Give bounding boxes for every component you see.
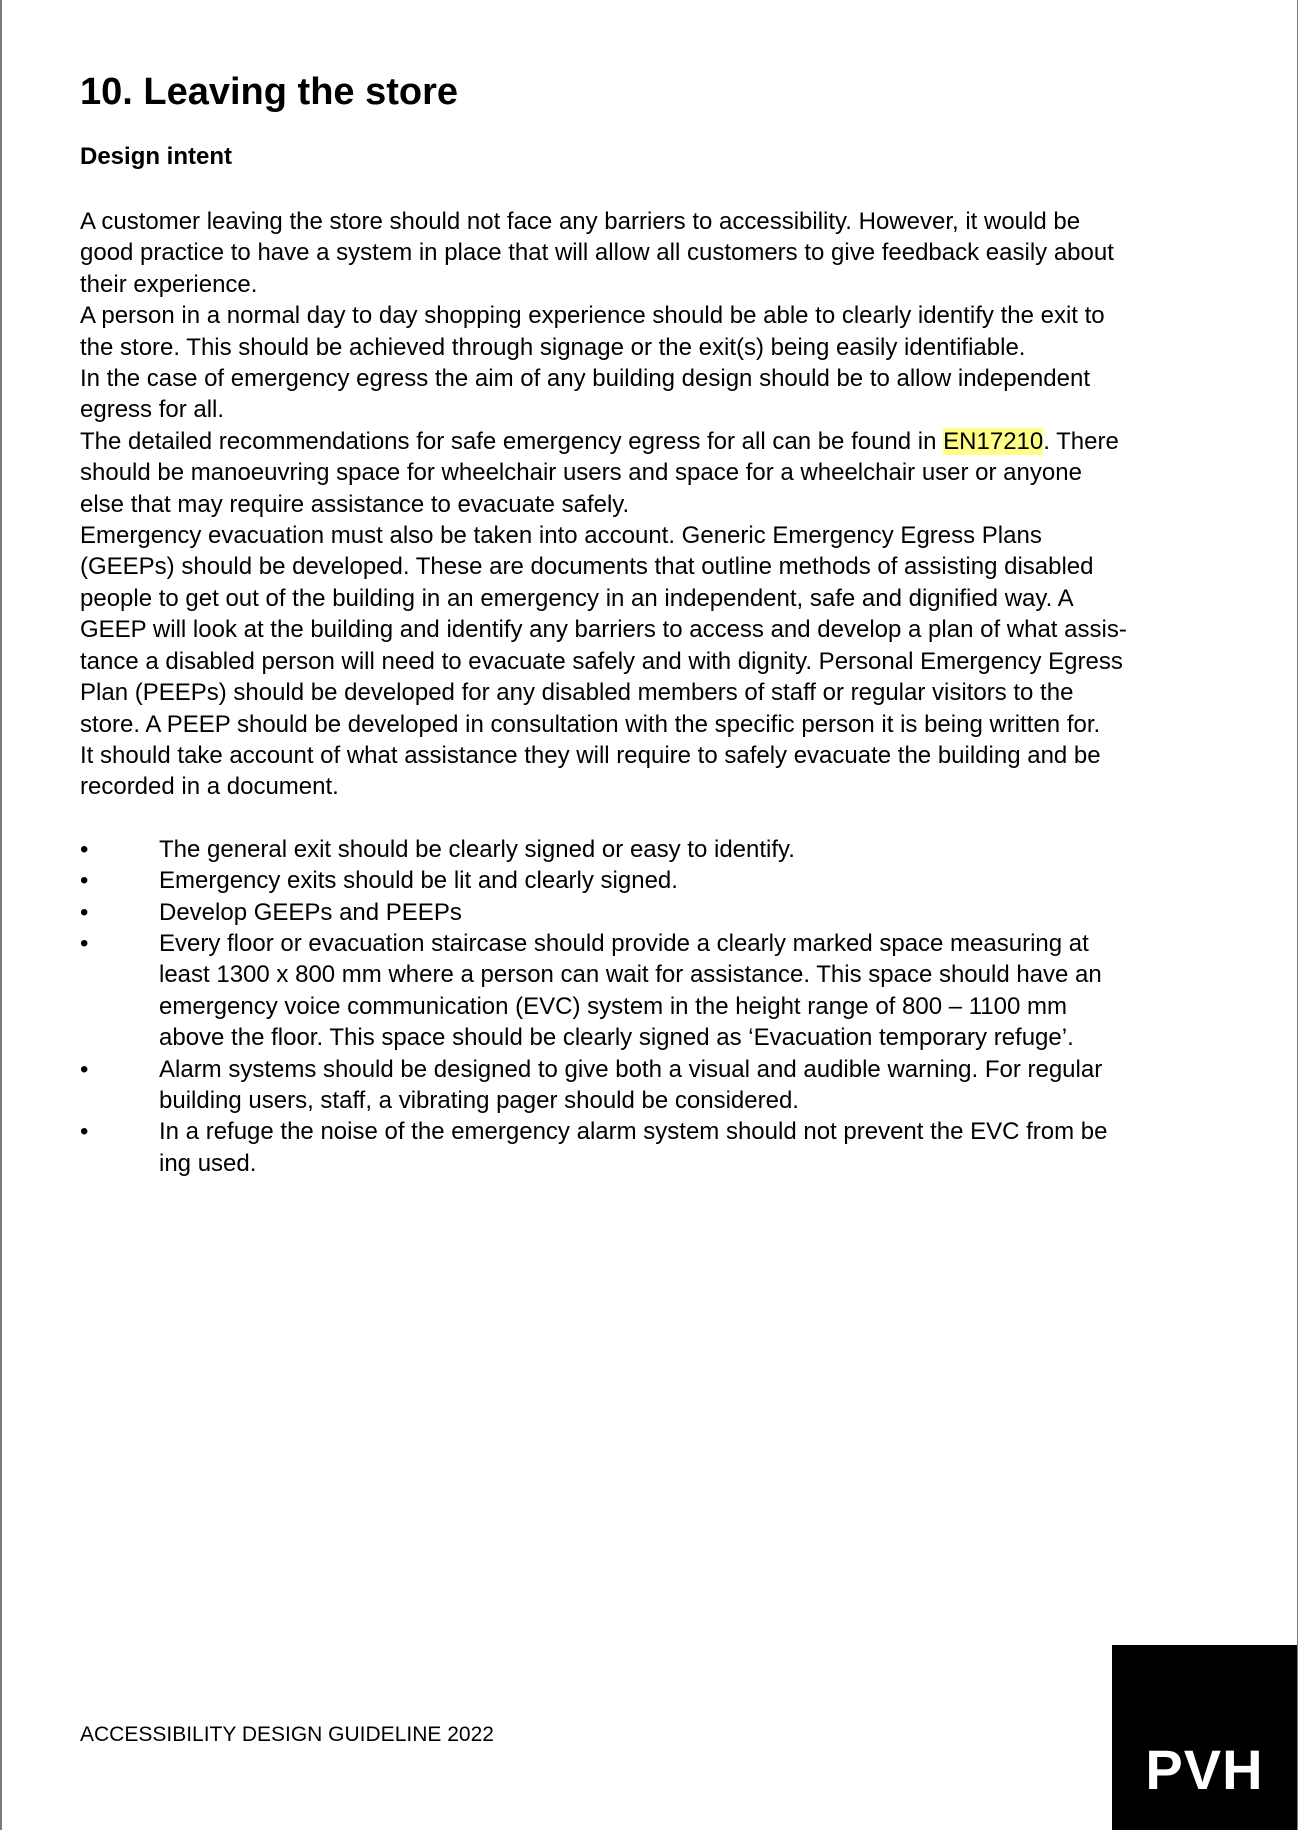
bullet-icon: • — [80, 898, 89, 926]
list-item-text: The general exit should be clearly signed or easy to identify. — [159, 835, 795, 863]
list-item-text: Develop GEEPs and PEEPs — [159, 898, 462, 926]
paragraph-evacuation-plans: Emergency evacuation must also be taken into account. Generic Emergency Egress Plans (GEEPs) should be developed. These are documents that outline methods of assisting disabled people to get out of the building in an emergency in an independent, safe and dignified way. A GEEP will look at the building and identify any barriers to access and develop a plan of what assis- tance a disabled person will need to evacuate safely and with dignity. Personal Emergency Egress Plan (PEEPs) should be developed for any disabled members of staff or regular visitors to the store. A PEEP should be developed in consultation with the specific person it is being written for. It should take account of what assistance they will require to safely evacuate the building and be recorded in a document. — [80, 522, 1127, 801]
footer-document-title: ACCESSIBILITY DESIGN GUIDELINE 2022 — [80, 1723, 494, 1746]
design-intent-heading: Design intent — [80, 143, 233, 170]
list-item — [80, 1054, 1230, 1117]
section-title: 10. Leaving the store — [80, 71, 459, 113]
bullet-icon: • — [80, 835, 89, 863]
paragraph-emergency-egress: In the case of emergency egress the aim of any building design should be to allow independent egress for all. — [80, 365, 1090, 424]
recommendations-list — [80, 834, 1230, 1179]
bullet-icon: • — [80, 1118, 89, 1146]
list-item — [80, 928, 1230, 1054]
bullet-icon: • — [80, 929, 89, 957]
highlighted-standard-reference: EN17210 — [943, 427, 1044, 455]
document-page — [2, 0, 1297, 1830]
list-item-text: Emergency exits should be lit and clearly signed. — [159, 867, 678, 895]
list-item-text: In a refuge the noise of the emergency alarm system should not prevent the EVC from be ing used. — [159, 1118, 1108, 1177]
bullet-icon: • — [80, 1055, 89, 1083]
paragraph-exit-identification: A person in a normal day to day shopping experience should be able to clearly identify the exit to the store. This should be achieved through signage or the exit(s) being easily identifiable. — [80, 302, 1105, 361]
body-text — [80, 206, 1230, 803]
list-item — [80, 1116, 1230, 1179]
standard-text-before: The detailed recommendations for safe emergency egress for all can be found in — [80, 427, 944, 455]
list-item-text: Every floor or evacuation staircase should provide a clearly marked space measuring at least 1300 x 800 mm where a person can wait for assistance. This space should have an emergency voice communication (EVC) system in the height range of 800 – 1100 mm above the floor. This space should be clearly signed as ‘Evacuation temporary refuge’. — [159, 929, 1102, 1052]
page-content — [80, 68, 1230, 1179]
pvh-logo: PVH — [1112, 1645, 1297, 1830]
standard-text-after: . There should be manoeuvring space for wheelchair users and space for a wheelchair user or anyone else that may require assistance to evacuate safely. — [80, 427, 1119, 518]
paragraph-standard — [80, 426, 1230, 520]
list-item — [80, 834, 1230, 865]
bullet-icon: • — [80, 867, 89, 895]
list-item — [80, 897, 1230, 928]
paragraph-feedback: A customer leaving the store should not face any barriers to accessibility. However, it would be good practice to have a system in place that will allow all customers to give feedback easily about their experience. — [80, 208, 1114, 298]
list-item — [80, 865, 1230, 896]
list-item-text: Alarm systems should be designed to give both a visual and audible warning. For regular building users, staff, a vibrating pager should be considered. — [159, 1055, 1103, 1114]
